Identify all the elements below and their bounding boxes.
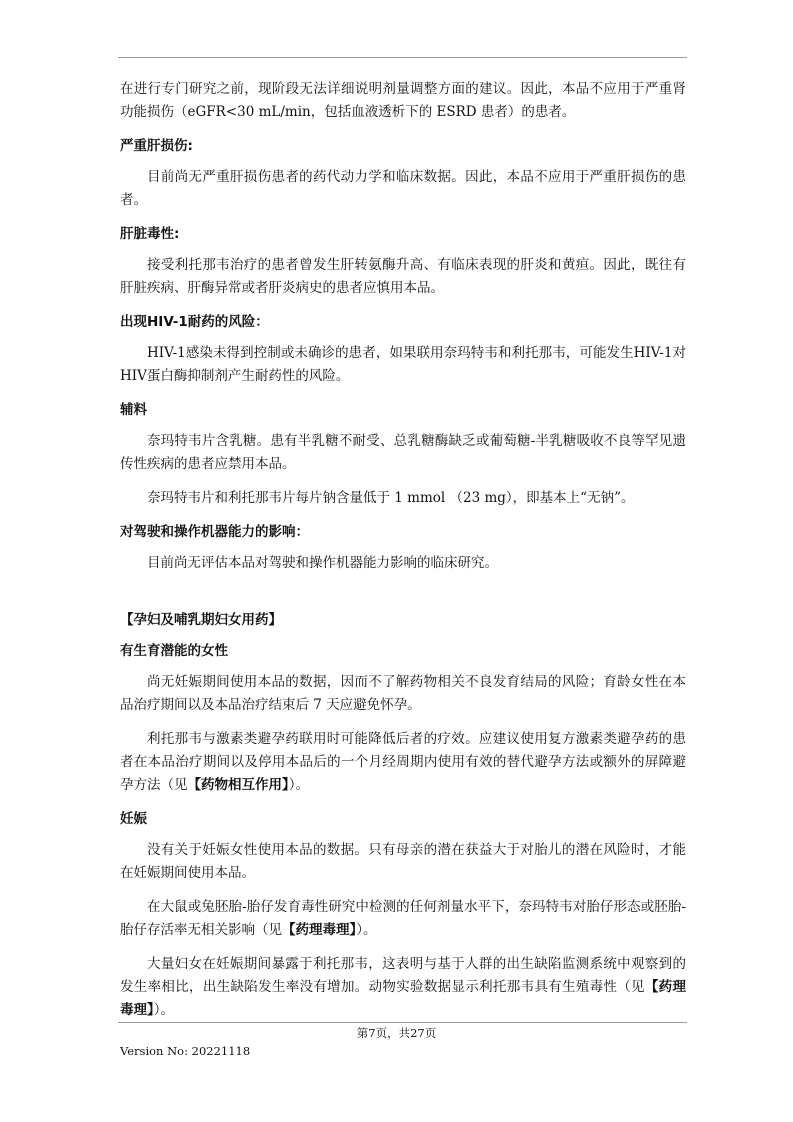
- footer-rule: [118, 1022, 687, 1023]
- hiv-resistance-paragraph: HIV-1感染未得到控制或未确诊的患者，如果联用奈玛特韦和利托那韦，可能发生HIV-1对HIV蛋白酶抑制剂产生耐药性的风险。: [120, 345, 686, 384]
- contraception-text-end: ）。: [288, 777, 309, 793]
- driving-heading: 对驾驶和操作机器能力的影响：: [120, 524, 309, 540]
- embryo-fetal-text-end: ）。: [356, 922, 377, 938]
- pregnancy-paragraph-2: [120, 896, 686, 942]
- header-rule: [118, 57, 687, 58]
- hepatotoxicity-paragraph: 接受利托那韦治疗的患者曾发生肝转氨酶升高、有临床表现的肝炎和黄疸。因此，既往有肝脏疾病、肝酶异常或者肝炎病史的患者应慎用本品。: [120, 257, 686, 296]
- contraception-text: 利托那韦与激素类避孕药联用时可能降低后者的疗效。应建议使用复方激素类避孕药的患者在本品治疗期间以及停用本品后的一个月经周期内使用有效的替代避孕方法或额外的屏障避孕方法（见: [120, 731, 686, 793]
- driving-paragraph: 目前尚无评估本品对驾驶和操作机器能力影响的临床研究。: [147, 555, 498, 571]
- ritonavir-exposure-text-end: ）。: [153, 1002, 174, 1018]
- version-number: Version No: 20221118: [120, 1044, 251, 1058]
- document-body: [120, 78, 686, 1033]
- childbearing-potential-heading: 有生育潜能的女性: [120, 643, 228, 659]
- pregnancy-section-title: 【孕妇及哺乳期妇女用药】: [120, 612, 282, 628]
- page-number: 第7页，共27页: [356, 1026, 437, 1040]
- pharmacology-toxicology-reference: 【药理毒理】: [282, 922, 357, 938]
- renal-paragraph: 在进行专门研究之前，现阶段无法详细说明剂量调整方面的建议。因此，本品不应用于严重肾功能损伤（eGFR<30 mL/min，包括血液透析下的 ESRD 患者）的患者。: [120, 81, 686, 120]
- excipients-paragraph-lactose: 奈玛特韦片含乳糖。患有半乳糖不耐受、总乳糖酶缺乏或葡萄糖-半乳糖吸收不良等罕见遗传性疾病的患者应禁用本品。: [120, 433, 686, 472]
- pregnancy-heading: 妊娠: [120, 811, 147, 827]
- childbearing-paragraph-1: 尚无妊娠期间使用本品的数据，因而不了解药物相关不良发育结局的风险；育龄女性在本品治疗期间以及本品治疗结束后 7 天应避免怀孕。: [120, 674, 686, 713]
- drug-interactions-reference: 【药物相互作用】: [187, 777, 289, 793]
- hepatic-heading: 严重肝损伤:: [120, 138, 193, 154]
- pregnancy-paragraph-1: 没有关于妊娠女性使用本品的数据。只有母亲的潜在获益大于对胎儿的潜在风险时，才能在妊娠期间使用本品。: [120, 842, 686, 881]
- pregnancy-paragraph-3: [120, 953, 686, 1022]
- hiv-resistance-heading: 出现HIV-1耐药的风险：: [120, 314, 269, 330]
- excipients-paragraph-sodium: 奈玛特韦片和利托那韦片每片钠含量低于 1 mmol （23 mg），即基本上“无钠”。: [147, 490, 635, 506]
- excipients-heading: 辅料: [120, 402, 147, 418]
- ritonavir-exposure-text: 大量妇女在妊娠期间暴露于利托那韦，这表明与基于人群的出生缺陷监测系统中观察到的发生率相比，出生缺陷发生率没有增加。动物实验数据显示利托那韦具有生殖毒性（见: [120, 956, 686, 995]
- childbearing-paragraph-2: [120, 728, 686, 797]
- hepatotoxicity-heading: 肝脏毒性:: [120, 226, 180, 242]
- embryo-fetal-text: 在大鼠或兔胚胎-胎仔发育毒性研究中检测的任何剂量水平下，奈玛特韦对胎仔形态或胚胎-胎仔存活率无相关影响（见: [120, 899, 686, 938]
- hepatic-paragraph: 目前尚无严重肝损伤患者的药代动力学和临床数据。因此，本品不应用于严重肝损伤的患者。: [120, 169, 686, 208]
- pharmacology-toxicology-reference-2: 【药理毒理】: [120, 979, 686, 1018]
